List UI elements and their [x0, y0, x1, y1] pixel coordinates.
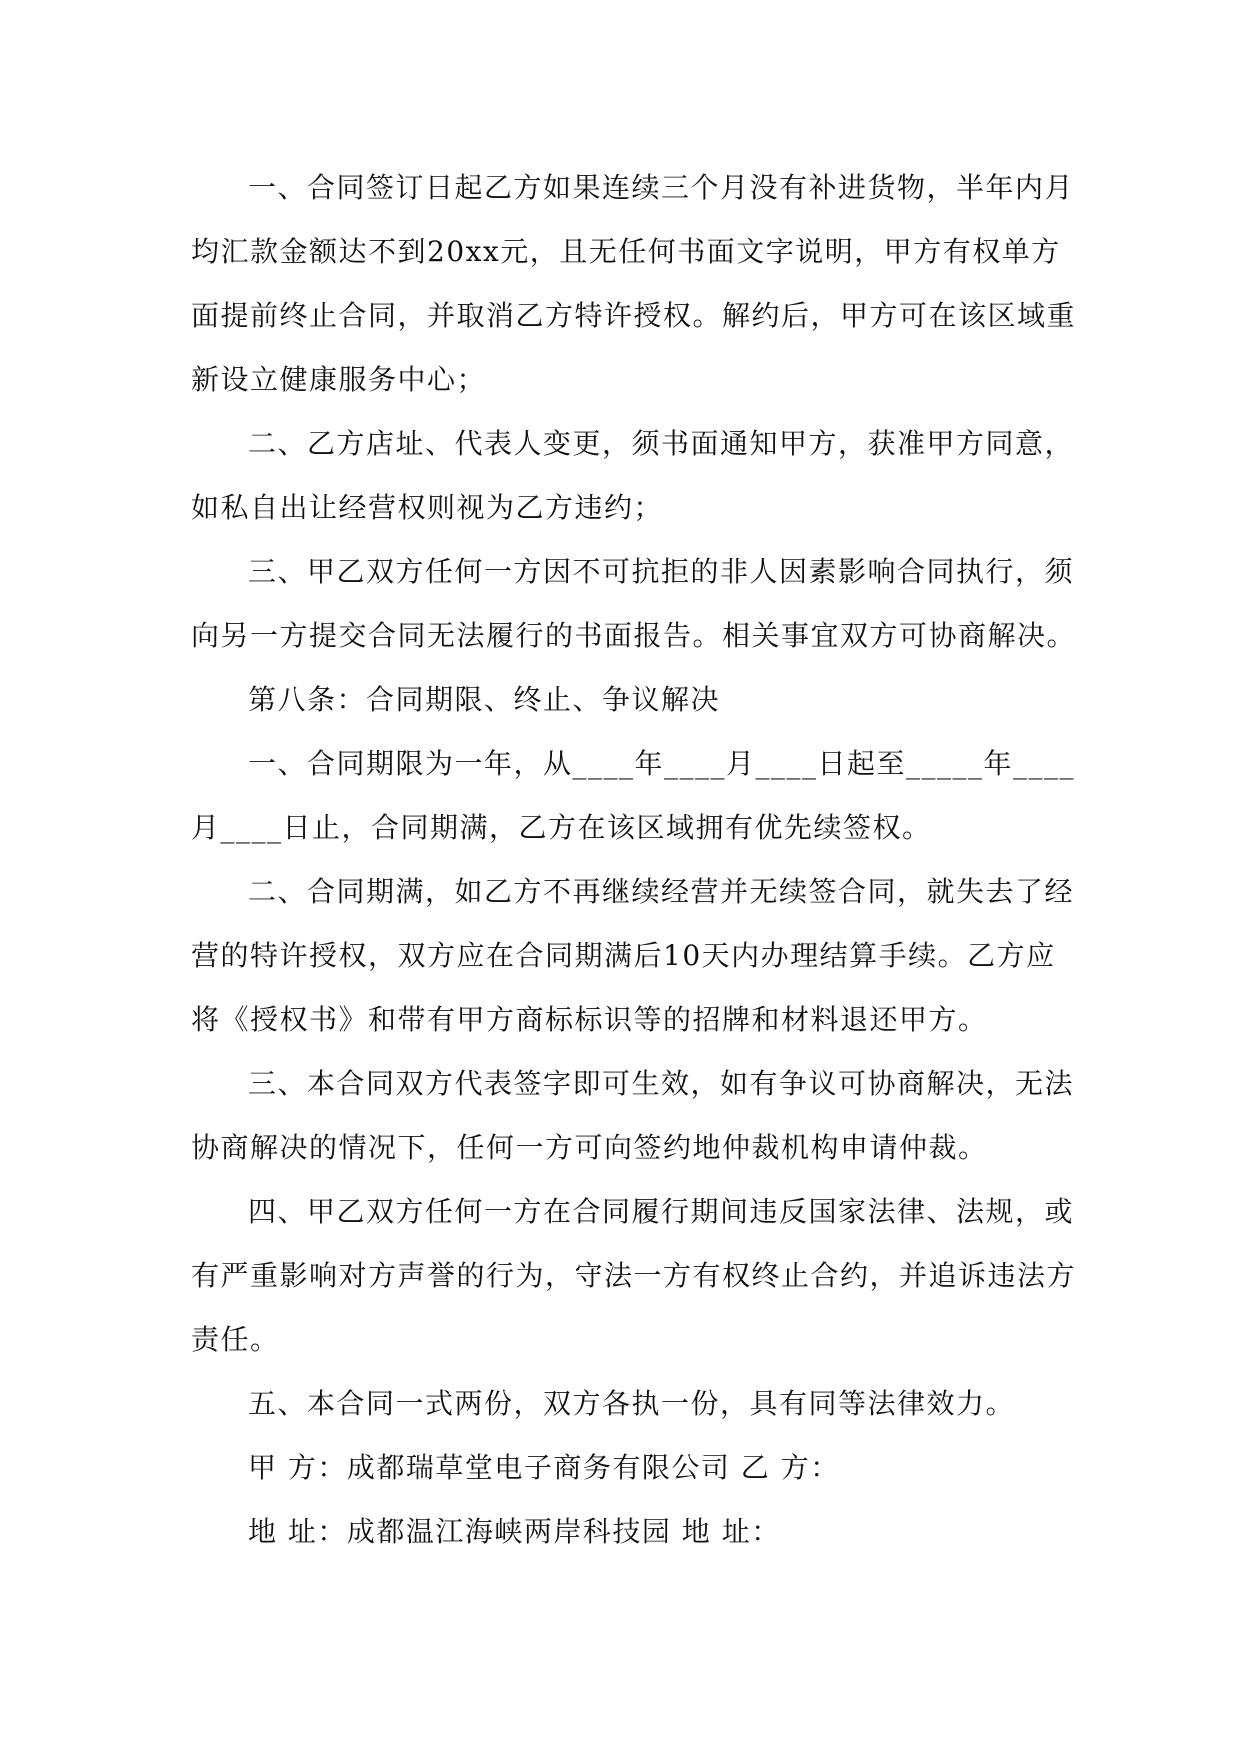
text-line: 三、本合同双方代表签字即可生效，如有争议可协商解决，无法	[248, 1067, 1075, 1100]
text-line: 协商解决的情况下，任何一方可向签约地仲裁机构申请仲裁。	[191, 1131, 988, 1164]
text-line: 二、乙方店址、代表人变更，须书面通知甲方，获准甲方同意，	[248, 427, 1075, 460]
paragraph-clause-3	[191, 540, 1077, 668]
text-line: 五、本合同一式两份，双方各执一份，具有同等法律效力。	[248, 1387, 1016, 1420]
paragraph-term-2	[191, 860, 1075, 1052]
text-line: 向另一方提交合同无法履行的书面报告。相关事宜双方可协商解决。	[191, 619, 1077, 652]
article-heading	[191, 668, 1071, 732]
text-line: 如私自出让经营权则视为乙方违约；	[191, 491, 664, 524]
text-line: 将《授权书》和带有甲方商标标识等的招牌和材料退还甲方。	[191, 1003, 988, 1036]
text-line: 责任。	[191, 1323, 280, 1356]
text-line: 四、甲乙双方任何一方在合同履行期间违反国家法律、法规，或	[248, 1195, 1075, 1228]
text-line: 一、合同期限为一年，从____年____月____日起至_____年____	[248, 747, 1076, 780]
text-line: 面提前终止合同，并取消乙方特许授权。解约后，甲方可在该区域重	[191, 299, 1077, 332]
paragraph-clause-2	[191, 412, 1075, 540]
text-line: 有严重影响对方声誉的行为，守法一方有权终止合约，并追诉违法方	[191, 1259, 1077, 1292]
text-line: 营的特许授权，双方应在合同期满后10天内办理结算手续。乙方应	[191, 939, 1056, 972]
document-body	[191, 156, 1077, 1564]
paragraph-term-4	[191, 1180, 1077, 1372]
paragraph-clause-1	[191, 156, 1077, 412]
text-line: 三、甲乙双方任何一方因不可抗拒的非人因素影响合同执行，须	[248, 555, 1075, 588]
section-heading: 第八条：合同期限、终止、争议解决	[248, 683, 721, 716]
paragraph-term-1	[191, 732, 1076, 860]
party-addresses: 地 址：成都温江海峡两岸科技园 地 址：	[248, 1515, 781, 1548]
paragraph-term-5	[191, 1372, 1071, 1436]
party-names: 甲 方：成都瑞草堂电子商务有限公司 乙 方：	[248, 1451, 840, 1484]
paragraph-term-3	[191, 1052, 1075, 1180]
text-line: 均汇款金额达不到20xx元，且无任何书面文字说明，甲方有权单方	[191, 235, 1061, 268]
text-line: 二、合同期满，如乙方不再继续经营并无续签合同，就失去了经	[248, 875, 1075, 908]
signature-party-line	[191, 1436, 1071, 1500]
text-line: 新设立健康服务中心；	[191, 363, 487, 396]
text-line: 月____日止，合同期满，乙方在该区域拥有优先续签权。	[191, 811, 932, 844]
signature-address-line	[191, 1500, 1071, 1564]
text-line: 一、合同签订日起乙方如果连续三个月没有补进货物，半年内月	[248, 171, 1075, 204]
